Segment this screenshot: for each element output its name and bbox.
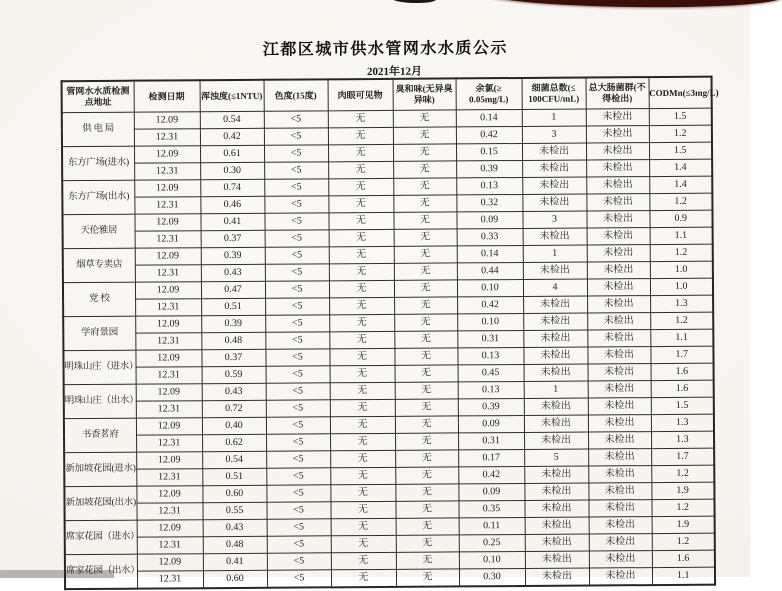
value-cell: <5 [265,315,329,332]
value-cell: 0.59 [202,366,266,383]
value-cell: 0.42 [456,126,522,143]
value-cell: 0.42 [200,128,264,145]
value-cell: <5 [266,485,330,502]
date-cell: 12.31 [136,401,202,418]
location-name-cell: 席家花园（出水） [65,554,137,589]
value-cell: <5 [267,519,331,536]
value-cell: 无 [393,161,456,178]
location-name-cell: 烟草专卖店 [63,248,135,283]
value-cell: 0.45 [458,364,524,381]
value-cell: 未检出 [586,177,649,194]
value-cell: 1.6 [651,363,714,380]
value-cell: 无 [330,382,395,399]
value-cell: 未检出 [588,415,651,432]
value-cell: 未检出 [587,296,650,313]
value-cell: 0.31 [457,330,523,347]
value-cell: <5 [264,128,328,145]
value-cell: <5 [265,298,329,315]
value-cell: 0.10 [459,551,525,568]
value-cell: 未检出 [523,347,587,364]
location-name-cell: 东方广场(出水) [62,180,134,215]
value-cell: 0.44 [457,262,523,279]
value-cell: 未检出 [588,483,651,500]
value-cell: 未检出 [587,279,650,296]
value-cell: <5 [266,468,330,485]
value-cell: 0.14 [457,245,523,262]
value-cell: 0.51 [202,468,266,485]
value-cell: 1.3 [651,414,714,431]
value-cell: 无 [395,365,458,382]
value-cell: 1.2 [652,533,715,550]
value-cell: 0.54 [202,451,266,468]
value-cell: 无 [394,263,457,280]
value-cell: 1.2 [649,193,712,210]
value-cell: 0.10 [457,279,523,296]
value-cell: 0.39 [458,398,524,415]
column-header: 总大肠菌群(不 得检出) [586,77,649,109]
value-cell: 0.31 [458,432,524,449]
location-name-cell: 东方广场(进水) [62,146,134,181]
value-cell: <5 [267,553,331,570]
value-cell: 未检出 [524,415,588,432]
value-cell: <5 [266,366,330,383]
value-cell: 1.7 [650,346,713,363]
table-row [65,567,715,589]
value-cell: 无 [394,348,457,365]
value-cell: 0.17 [458,449,524,466]
value-cell: 0.60 [202,485,266,502]
table-header-row [62,77,719,113]
value-cell: 3 [522,126,586,143]
value-cell: 无 [396,569,459,587]
value-cell: 无 [329,280,394,297]
value-cell: 0.35 [458,500,524,517]
date-cell: 12.31 [135,299,201,316]
value-cell: 未检出 [587,347,650,364]
value-cell: 无 [393,178,456,195]
location-name-cell: 党 校 [63,282,135,317]
value-cell: 无 [331,552,396,569]
location-name-cell: 明珠山庄（进水） [63,350,135,385]
value-cell: <5 [265,349,329,366]
value-cell: 1.6 [652,550,715,567]
value-cell: <5 [266,451,330,468]
location-name-cell: 新加坡花园(进水) [64,452,136,487]
date-cell: 12.31 [134,197,200,214]
value-cell: 1.2 [651,465,714,482]
value-cell: 1 [523,245,587,262]
value-cell: 0.42 [457,296,523,313]
value-cell: 0.25 [459,534,525,551]
value-cell: 未检出 [525,517,589,534]
value-cell: <5 [265,264,329,281]
value-cell: 0.09 [458,483,524,500]
value-cell: 0.46 [200,196,264,213]
value-cell: 未检出 [588,432,651,449]
value-cell: 1.4 [649,176,712,193]
value-cell: 0.09 [456,211,522,228]
value-cell: 未检出 [587,228,650,245]
date-cell: 12.31 [135,231,201,248]
page-title: 江都区城市供水管网水水质公示 [262,38,508,59]
date-cell: 12.09 [137,554,203,571]
value-cell: 0.62 [202,434,266,451]
value-cell: 未检出 [586,194,649,211]
value-cell: 未检出 [523,262,587,279]
value-cell: 1.1 [650,329,713,346]
value-cell: 无 [330,365,395,382]
value-cell: 无 [329,263,394,280]
value-cell: 0.39 [201,315,265,332]
value-cell: 无 [396,552,459,569]
value-cell: <5 [266,400,330,417]
column-header: 余氯(≥ 0.05mg/L) [456,78,522,110]
value-cell: 未检出 [524,364,588,381]
value-cell: 未检出 [587,245,650,262]
date-cell: 12.31 [137,537,203,554]
value-cell: 无 [393,110,456,127]
date-cell: 12.09 [134,180,200,197]
value-cell: 0.13 [458,381,524,398]
value-cell: 4 [523,279,587,296]
column-header: 色度(15度) [264,79,328,111]
value-cell: 未检出 [524,432,588,449]
value-cell: 1.4 [649,159,712,176]
value-cell: 未检出 [524,500,588,517]
value-cell: 无 [395,467,458,484]
value-cell: <5 [265,247,329,264]
value-cell: 无 [328,127,393,144]
column-header: 臭和味(无异臭 异味) [393,78,456,110]
column-header: 管网水水质检测 点地址 [62,81,134,113]
date-cell: 12.31 [135,333,201,350]
value-cell: 未检出 [586,126,649,143]
value-cell: 未检出 [589,551,652,568]
date-cell: 12.31 [136,469,202,486]
value-cell: <5 [266,417,330,434]
date-cell: 12.09 [135,350,201,367]
date-cell: 12.31 [136,367,202,384]
value-cell: 未检出 [589,517,652,534]
value-cell: <5 [265,281,329,298]
value-cell: 0.37 [201,349,265,366]
value-cell: <5 [267,570,331,588]
value-cell: 0.11 [459,517,525,534]
value-cell: 0.47 [201,281,265,298]
date-cell: 12.09 [136,418,202,435]
value-cell: 未检出 [523,330,587,347]
value-cell: 0.40 [202,417,266,434]
value-cell: 3 [522,211,586,228]
date-cell: 12.09 [135,248,201,265]
date-cell: 12.31 [136,435,202,452]
value-cell: 未检出 [586,109,649,126]
date-cell: 12.09 [136,486,202,503]
value-cell: <5 [266,383,330,400]
value-cell: 无 [395,382,458,399]
value-cell: 0.14 [456,109,522,126]
date-cell: 12.09 [134,112,200,129]
value-cell: 1.5 [651,397,714,414]
value-cell: 无 [331,535,396,552]
value-cell: 未检出 [588,381,651,398]
date-cell: 12.31 [134,129,200,146]
value-cell: 无 [329,297,394,314]
value-cell: 0.13 [457,347,523,364]
value-cell: 未检出 [588,449,651,466]
date-cell: 12.09 [136,384,202,401]
location-name-cell: 新加坡花园(出水) [64,486,136,521]
value-cell: 0.41 [203,553,267,570]
value-cell: 无 [395,399,458,416]
value-cell: 无 [394,280,457,297]
value-cell: 0.32 [456,194,522,211]
value-cell: 未检出 [525,534,589,551]
date-cell: 12.31 [135,265,201,282]
page-subtitle: 2021年12月 [366,65,423,79]
value-cell: 未检出 [588,466,651,483]
value-cell: 0.74 [200,179,264,196]
value-cell: 未检出 [588,500,651,517]
value-cell: 0.55 [202,502,266,519]
value-cell: 未检出 [523,228,587,245]
value-cell: 1.1 [652,567,715,585]
value-cell: 无 [328,110,393,127]
value-cell: 无 [328,161,393,178]
date-cell: 12.09 [134,214,200,231]
value-cell: 0.43 [202,383,266,400]
value-cell: <5 [267,536,331,553]
location-name-cell: 书香茗府 [64,418,136,453]
date-cell: 12.09 [135,282,201,299]
value-cell: 无 [394,314,457,331]
value-cell: 0.48 [201,332,265,349]
column-header: 肉眼可见物 [328,79,393,111]
value-cell: <5 [266,502,330,519]
value-cell: 无 [393,127,456,144]
date-cell: 12.31 [136,503,202,520]
value-cell: 无 [330,399,395,416]
value-cell: 未检出 [523,296,587,313]
value-cell: <5 [264,179,328,196]
value-cell: 1.7 [651,448,714,465]
value-cell: 无 [330,450,395,467]
column-header: 浑浊度(≤1NTU) [200,80,264,112]
value-cell: 1.9 [652,516,715,533]
value-cell: 无 [329,348,394,365]
value-cell: 无 [396,518,459,535]
water-quality-table [61,76,717,591]
value-cell: 无 [395,433,458,450]
value-cell: 0.15 [456,143,522,160]
value-cell: 未检出 [525,551,589,568]
value-cell: 1.0 [650,278,713,295]
value-cell: 未检出 [522,143,586,160]
value-cell: 无 [331,569,396,587]
value-cell: 无 [395,501,458,518]
value-cell: 1.3 [651,431,714,448]
value-cell: 0.43 [203,519,267,536]
value-cell: 0.60 [203,570,267,588]
value-cell: <5 [265,332,329,349]
value-cell: 无 [395,450,458,467]
date-cell: 12.09 [136,452,202,469]
value-cell: 无 [331,518,396,535]
value-cell: 无 [328,178,393,195]
value-cell: 0.48 [203,536,267,553]
value-cell: 0.61 [200,145,264,162]
column-header: 检测日期 [134,80,200,112]
value-cell: 1.0 [650,261,713,278]
value-cell: 未检出 [589,568,652,586]
value-cell: 未检出 [589,534,652,551]
date-cell: 12.31 [134,163,200,180]
value-cell: 0.10 [457,313,523,330]
date-cell: 12.09 [135,316,201,333]
date-cell: 12.09 [134,146,200,163]
value-cell: 无 [328,144,393,161]
value-cell: 0.30 [459,568,525,586]
value-cell: 未检出 [586,160,649,177]
value-cell: 1.6 [651,380,714,397]
date-cell: 12.09 [137,520,203,537]
value-cell: 5 [524,449,588,466]
value-cell: 1.9 [651,482,714,499]
value-cell: 未检出 [525,568,589,586]
value-cell: 1 [522,109,586,126]
value-cell: 无 [330,501,395,518]
value-cell: 1.2 [649,125,712,142]
value-cell: 1.1 [650,227,713,244]
value-cell: 0.43 [201,264,265,281]
value-cell: 未检出 [524,398,588,415]
value-cell: 未检出 [522,177,586,194]
value-cell: 1.3 [650,295,713,312]
value-cell: 未检出 [587,262,650,279]
value-cell: 0.51 [201,298,265,315]
value-cell: 无 [330,433,395,450]
location-name-cell: 供 电 局 [62,112,134,147]
value-cell: 1.5 [649,108,712,125]
location-name-cell: 明珠山庄（出水） [64,384,136,419]
value-cell: 无 [393,144,456,161]
value-cell: 0.9 [649,210,712,227]
value-cell: 0.39 [456,160,522,177]
value-cell: 0.54 [200,111,264,128]
value-cell: 0.09 [458,415,524,432]
value-cell: <5 [264,111,328,128]
value-cell: 1.2 [651,499,714,516]
value-cell: 0.33 [457,228,523,245]
location-name-cell: 天伦雅居 [62,214,134,249]
value-cell: 1.2 [650,312,713,329]
value-cell: 0.41 [200,213,264,230]
value-cell: <5 [264,213,328,230]
value-cell: 无 [394,246,457,263]
column-header: CODMn(≤3mg/L) [649,77,712,109]
value-cell: 未检出 [587,330,650,347]
value-cell: 无 [393,212,456,229]
date-cell: 12.31 [137,571,203,589]
value-cell: 无 [396,535,459,552]
value-cell: 无 [395,484,458,501]
location-name-cell: 席家花园（进水） [65,520,137,555]
value-cell: 无 [395,416,458,433]
value-cell: 无 [329,314,394,331]
value-cell: 无 [394,229,457,246]
location-name-cell: 学府景园 [63,316,135,351]
value-cell: 无 [330,467,395,484]
value-cell: 未检出 [523,313,587,330]
value-cell: 未检出 [588,398,651,415]
value-cell: <5 [264,145,328,162]
value-cell: 未检出 [524,483,588,500]
value-cell: 0.13 [456,177,522,194]
value-cell: 无 [330,416,395,433]
value-cell: 无 [330,484,395,501]
value-cell: 未检出 [587,313,650,330]
value-cell: <5 [264,196,328,213]
value-cell: 未检出 [524,466,588,483]
value-cell: 0.42 [458,466,524,483]
value-cell: 无 [328,195,393,212]
value-cell: 无 [394,297,457,314]
value-cell: 无 [328,212,393,229]
value-cell: 未检出 [586,211,649,228]
value-cell: 0.30 [200,162,264,179]
value-cell: 未检出 [522,194,586,211]
value-cell: <5 [264,162,328,179]
value-cell: 1 [524,381,588,398]
value-cell: 0.39 [201,247,265,264]
value-cell: 0.37 [201,230,265,247]
value-cell: <5 [266,434,330,451]
value-cell: 未检出 [588,364,651,381]
value-cell: <5 [265,230,329,247]
value-cell: 未检出 [522,160,586,177]
value-cell: 未检出 [586,143,649,160]
value-cell: 0.72 [202,400,266,417]
value-cell: 无 [393,195,456,212]
value-cell: 无 [394,331,457,348]
value-cell: 无 [329,246,394,263]
value-cell: 无 [329,229,394,246]
column-header: 细菌总数(≤ 100CFU/mL) [522,78,586,110]
value-cell: 1.5 [649,142,712,159]
value-cell: 无 [329,331,394,348]
value-cell: 1.2 [650,244,713,261]
